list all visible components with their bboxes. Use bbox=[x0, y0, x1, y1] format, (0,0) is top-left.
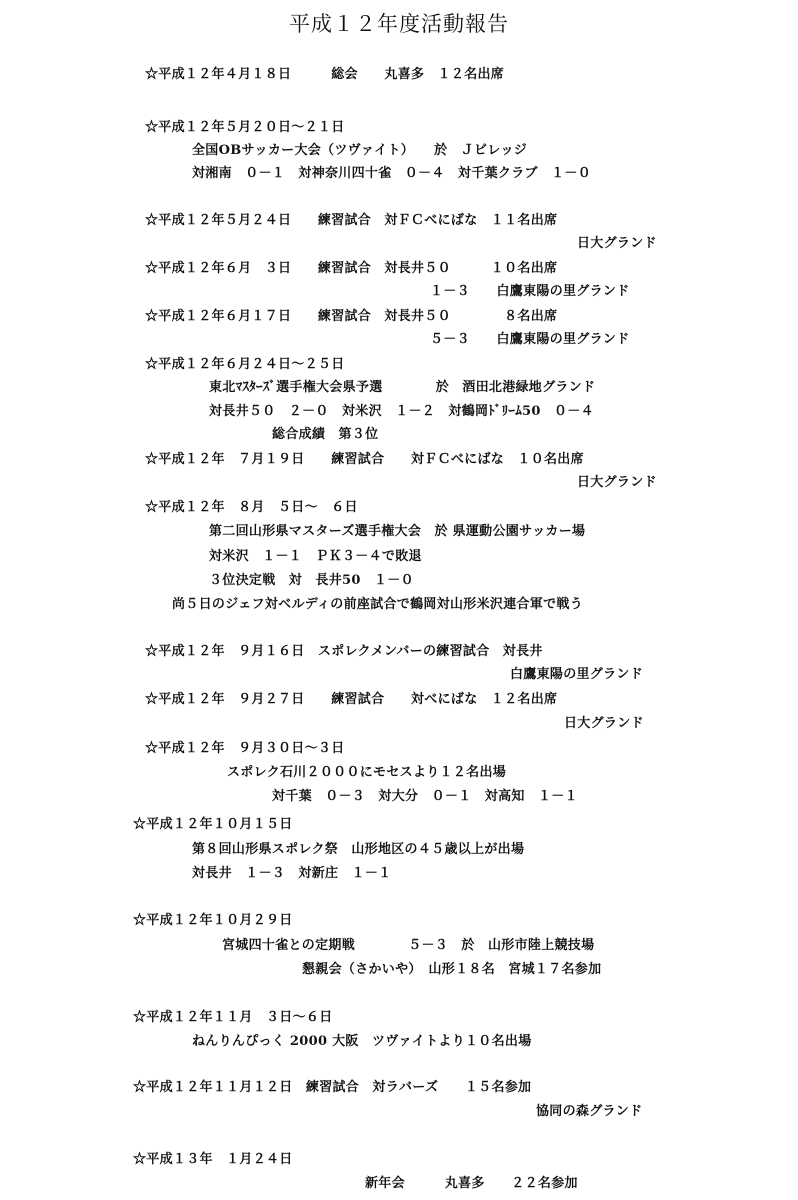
report-line: 日大グランド bbox=[577, 475, 657, 490]
report-line: 日大グランド bbox=[577, 236, 657, 251]
report-line: 第二回山形県マスターズ選手権大会 於 県運動公園サッカー場 bbox=[209, 524, 586, 539]
report-line: 懇親会（さかいや） 山形１８名 宮城１７名参加 bbox=[302, 962, 602, 977]
report-line: 日大グランド bbox=[564, 716, 644, 731]
report-line: 総合成績 第３位 bbox=[272, 427, 379, 442]
report-line: ☆平成１２年 ８月 ５日～ ６日 bbox=[145, 500, 358, 515]
report-line: 新年会 丸喜多 ２２名参加 bbox=[365, 1176, 578, 1191]
report-line: 白鷹東陽の里グランド bbox=[510, 667, 644, 682]
report-line: 協同の森グランド bbox=[536, 1104, 643, 1119]
report-line: 第８回山形県スポレク祭 山形地区の４５歳以上が出場 bbox=[192, 842, 525, 857]
report-line: ☆平成１２年４月１８日 総会 丸喜多 １２名出席 bbox=[145, 67, 505, 82]
report-line: ☆平成１２年 ９月３０日～３日 bbox=[145, 741, 345, 756]
report-line: 東北ﾏｽﾀｰｽﾞ選手権大会県予選 於 酒田北港緑地グランド bbox=[209, 380, 596, 395]
report-line: 対湘南 ０－１ 対神奈川四十雀 ０－４ 対千葉クラブ １－０ bbox=[192, 166, 592, 181]
report-line: 対長井５０ ２－０ 対米沢 １－２ 対鶴岡ﾄﾞﾘｰﾑ50 ０－４ bbox=[209, 404, 594, 419]
report-line: 対米沢 １－１ ＰＫ３－４で敗退 bbox=[209, 549, 422, 564]
report-line: ☆平成１２年６月２４日～２５日 bbox=[145, 357, 345, 372]
report-line: ５－３ 白鷹東陽の里グランド bbox=[430, 332, 630, 347]
report-line: 対千葉 ０－３ 対大分 ０－１ 対高知 １－１ bbox=[272, 789, 578, 804]
report-line: ☆平成１２年１１月 ３日～６日 bbox=[133, 1010, 333, 1025]
report-line: ☆平成１２年 ９月１６日 スポレクメンバーの練習試合 対長井 bbox=[145, 644, 543, 659]
report-line: ☆平成１３年 １月２４日 bbox=[133, 1152, 293, 1167]
report-line: １－３ 白鷹東陽の里グランド bbox=[430, 284, 630, 299]
report-line: ☆平成１２年１０月２９日 bbox=[133, 913, 293, 928]
page-title: 平成１２年度活動報告 bbox=[289, 12, 509, 36]
report-line: ☆平成１２年１１月１２日 練習試合 対ラバーズ １５名参加 bbox=[133, 1080, 532, 1095]
report-line: ☆平成１２年１０月１５日 bbox=[133, 817, 293, 832]
report-line: ☆平成１２年６月 ３日 練習試合 対長井５０ １０名出席 bbox=[145, 261, 558, 276]
report-line: 対長井 １－３ 対新庄 １－１ bbox=[192, 866, 392, 881]
report-line: 宮城四十雀との定期戦 ５－３ 於 山形市陸上競技場 bbox=[222, 938, 595, 953]
report-line: ３位決定戦 対 長井50 １－０ bbox=[209, 573, 414, 588]
report-line: ☆平成１２年 ７月１９日 練習試合 対ＦＣべにばな １０名出席 bbox=[145, 452, 584, 467]
report-line: ☆平成１２年５月２０日～２１日 bbox=[145, 120, 345, 135]
report-line: 尚５日のジェフ対ベルディの前座試合で鶴岡対山形米沢連合軍で戦う bbox=[172, 597, 584, 612]
report-line: ☆平成１２年 ９月２７日 練習試合 対べにばな １２名出席 bbox=[145, 692, 558, 707]
report-line: ☆平成１２年６月１７日 練習試合 対長井５０ ８名出席 bbox=[145, 309, 558, 324]
report-line: 全国OBサッカー大会（ツヴァイト） 於 Ｊビレッジ bbox=[192, 143, 528, 158]
report-line: ねんりんぴっく 2000 大阪 ツヴァイトより１０名出場 bbox=[192, 1034, 532, 1049]
report-line: ☆平成１２年５月２４日 練習試合 対ＦＣべにばな １１名出席 bbox=[145, 213, 558, 228]
report-line: スポレク石川２０００にモセスより１２名出場 bbox=[227, 765, 507, 780]
